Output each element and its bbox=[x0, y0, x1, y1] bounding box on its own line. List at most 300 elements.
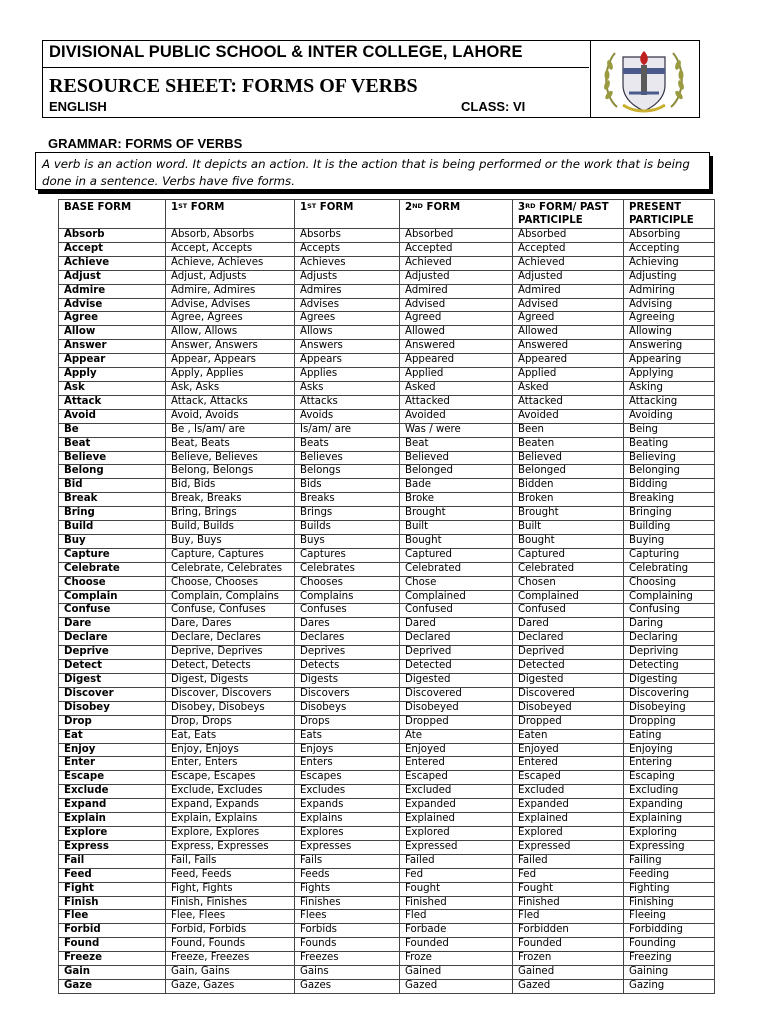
header-base-form: BASE FORM bbox=[59, 200, 166, 229]
first-form-plural-cell: Confuse, Confuses bbox=[166, 604, 295, 618]
second-form-cell: Expanded bbox=[400, 799, 513, 813]
base-form-cell: Enjoy bbox=[59, 743, 166, 757]
second-form-cell: Asked bbox=[400, 381, 513, 395]
table-row bbox=[59, 771, 715, 785]
table-row bbox=[59, 590, 715, 604]
third-form-cell: Bought bbox=[513, 534, 624, 548]
third-form-cell: Bidden bbox=[513, 479, 624, 493]
second-form-cell: Dared bbox=[400, 618, 513, 632]
table-row bbox=[59, 687, 715, 701]
table-row bbox=[59, 284, 715, 298]
second-form-cell: Believed bbox=[400, 451, 513, 465]
second-form-cell: Explored bbox=[400, 826, 513, 840]
third-form-cell: Confused bbox=[513, 604, 624, 618]
base-form-cell: Finish bbox=[59, 896, 166, 910]
second-form-cell: Deprived bbox=[400, 646, 513, 660]
table-row bbox=[59, 521, 715, 535]
present-participle-cell: Complaining bbox=[624, 590, 715, 604]
table-row bbox=[59, 646, 715, 660]
first-form-cell: Answers bbox=[295, 340, 400, 354]
present-participle-cell: Advising bbox=[624, 298, 715, 312]
first-form-plural-cell: Believe, Believes bbox=[166, 451, 295, 465]
second-form-cell: Excluded bbox=[400, 785, 513, 799]
base-form-cell: Adjust bbox=[59, 270, 166, 284]
third-form-cell: Declared bbox=[513, 632, 624, 646]
first-form-plural-cell: Explain, Explains bbox=[166, 813, 295, 827]
header-first-form-b: 1ST FORM bbox=[295, 200, 400, 229]
first-form-plural-cell: Dare, Dares bbox=[166, 618, 295, 632]
table-row bbox=[59, 479, 715, 493]
present-participle-cell: Escaping bbox=[624, 771, 715, 785]
table-row bbox=[59, 437, 715, 451]
present-participle-cell: Accepting bbox=[624, 242, 715, 256]
second-form-cell: Agreed bbox=[400, 312, 513, 326]
base-form-cell: Expand bbox=[59, 799, 166, 813]
base-form-cell: Gain bbox=[59, 966, 166, 980]
third-form-cell: Escaped bbox=[513, 771, 624, 785]
first-form-cell: Enjoys bbox=[295, 743, 400, 757]
first-form-plural-cell: Forbid, Forbids bbox=[166, 924, 295, 938]
first-form-cell: Flees bbox=[295, 910, 400, 924]
table-row bbox=[59, 562, 715, 576]
base-form-cell: Agree bbox=[59, 312, 166, 326]
first-form-cell: Agrees bbox=[295, 312, 400, 326]
third-form-cell: Believed bbox=[513, 451, 624, 465]
divider bbox=[43, 67, 589, 68]
present-participle-cell: Expanding bbox=[624, 799, 715, 813]
second-form-cell: Captured bbox=[400, 548, 513, 562]
base-form-cell: Ask bbox=[59, 381, 166, 395]
present-participle-cell: Being bbox=[624, 423, 715, 437]
second-form-cell: Achieved bbox=[400, 256, 513, 270]
first-form-cell: Deprives bbox=[295, 646, 400, 660]
third-form-cell: Absorbed bbox=[513, 229, 624, 243]
first-form-plural-cell: Accept, Accepts bbox=[166, 242, 295, 256]
second-form-cell: Dropped bbox=[400, 715, 513, 729]
present-participle-cell: Discovering bbox=[624, 687, 715, 701]
third-form-cell: Accepted bbox=[513, 242, 624, 256]
first-form-cell: Fights bbox=[295, 882, 400, 896]
third-form-cell: Adjusted bbox=[513, 270, 624, 284]
base-form-cell: Fight bbox=[59, 882, 166, 896]
first-form-plural-cell: Escape, Escapes bbox=[166, 771, 295, 785]
second-form-cell: Disobeyed bbox=[400, 701, 513, 715]
table-row bbox=[59, 701, 715, 715]
first-form-cell: Believes bbox=[295, 451, 400, 465]
first-form-plural-cell: Bid, Bids bbox=[166, 479, 295, 493]
base-form-cell: Digest bbox=[59, 674, 166, 688]
base-form-cell: Express bbox=[59, 840, 166, 854]
present-participle-cell: Exploring bbox=[624, 826, 715, 840]
third-form-cell: Explored bbox=[513, 826, 624, 840]
first-form-cell: Founds bbox=[295, 938, 400, 952]
present-participle-cell: Freezing bbox=[624, 952, 715, 966]
first-form-plural-cell: Break, Breaks bbox=[166, 493, 295, 507]
present-participle-cell: Celebrating bbox=[624, 562, 715, 576]
third-form-cell: Belonged bbox=[513, 465, 624, 479]
first-form-cell: Fails bbox=[295, 854, 400, 868]
school-name: DIVISIONAL PUBLIC SCHOOL & INTER COLLEGE, LAHORE bbox=[49, 43, 523, 61]
table-row bbox=[59, 729, 715, 743]
base-form-cell: Drop bbox=[59, 715, 166, 729]
second-form-cell: Fed bbox=[400, 868, 513, 882]
first-form-cell: Bids bbox=[295, 479, 400, 493]
first-form-cell: Finishes bbox=[295, 896, 400, 910]
first-form-cell: Achieves bbox=[295, 256, 400, 270]
table-row bbox=[59, 465, 715, 479]
first-form-cell: Belongs bbox=[295, 465, 400, 479]
table-row bbox=[59, 368, 715, 382]
present-participle-cell: Achieving bbox=[624, 256, 715, 270]
present-participle-cell: Admiring bbox=[624, 284, 715, 298]
second-form-cell: Celebrated bbox=[400, 562, 513, 576]
second-form-cell: Was / were bbox=[400, 423, 513, 437]
base-form-cell: Deprive bbox=[59, 646, 166, 660]
subject-label: ENGLISH bbox=[49, 99, 107, 114]
second-form-cell: Expressed bbox=[400, 840, 513, 854]
second-form-cell: Entered bbox=[400, 757, 513, 771]
present-participle-cell: Gazing bbox=[624, 979, 715, 993]
school-crest-logo bbox=[593, 43, 695, 115]
table-header-row bbox=[59, 200, 715, 229]
second-form-cell: Brought bbox=[400, 507, 513, 521]
first-form-cell: Eats bbox=[295, 729, 400, 743]
table-row bbox=[59, 938, 715, 952]
second-form-cell: Advised bbox=[400, 298, 513, 312]
header-third-form: 3RD FORM/ PAST PARTICIPLE bbox=[513, 200, 624, 229]
table-row bbox=[59, 826, 715, 840]
first-form-plural-cell: Deprive, Deprives bbox=[166, 646, 295, 660]
first-form-cell: Absorbs bbox=[295, 229, 400, 243]
base-form-cell: Buy bbox=[59, 534, 166, 548]
present-participle-cell: Finishing bbox=[624, 896, 715, 910]
present-participle-cell: Answering bbox=[624, 340, 715, 354]
second-form-cell: Discovered bbox=[400, 687, 513, 701]
second-form-cell: Absorbed bbox=[400, 229, 513, 243]
base-form-cell: Flee bbox=[59, 910, 166, 924]
first-form-plural-cell: Beat, Beats bbox=[166, 437, 295, 451]
first-form-cell: Freezes bbox=[295, 952, 400, 966]
second-form-cell: Attacked bbox=[400, 395, 513, 409]
document-header bbox=[42, 40, 700, 118]
third-form-cell: Dropped bbox=[513, 715, 624, 729]
second-form-cell: Declared bbox=[400, 632, 513, 646]
first-form-cell: Allows bbox=[295, 326, 400, 340]
first-form-cell: Declares bbox=[295, 632, 400, 646]
base-form-cell: Allow bbox=[59, 326, 166, 340]
first-form-plural-cell: Freeze, Freezes bbox=[166, 952, 295, 966]
table-row bbox=[59, 632, 715, 646]
third-form-cell: Founded bbox=[513, 938, 624, 952]
table-row bbox=[59, 493, 715, 507]
class-label: CLASS: VI bbox=[461, 99, 526, 114]
second-form-cell: Forbade bbox=[400, 924, 513, 938]
third-form-cell: Dared bbox=[513, 618, 624, 632]
third-form-cell: Excluded bbox=[513, 785, 624, 799]
table-row bbox=[59, 312, 715, 326]
base-form-cell: Forbid bbox=[59, 924, 166, 938]
header-present-participle: PRESENT PARTICIPLE bbox=[624, 200, 715, 229]
table-row bbox=[59, 660, 715, 674]
base-form-cell: Detect bbox=[59, 660, 166, 674]
present-participle-cell: Enjoying bbox=[624, 743, 715, 757]
first-form-plural-cell: Allow, Allows bbox=[166, 326, 295, 340]
base-form-cell: Eat bbox=[59, 729, 166, 743]
first-form-cell: Explores bbox=[295, 826, 400, 840]
third-form-cell: Been bbox=[513, 423, 624, 437]
table-row bbox=[59, 576, 715, 590]
grammar-title: GRAMMAR: FORMS OF VERBS bbox=[48, 136, 243, 151]
base-form-cell: Discover bbox=[59, 687, 166, 701]
base-form-cell: Absorb bbox=[59, 229, 166, 243]
base-form-cell: Escape bbox=[59, 771, 166, 785]
base-form-cell: Believe bbox=[59, 451, 166, 465]
present-participle-cell: Entering bbox=[624, 757, 715, 771]
present-participle-cell: Confusing bbox=[624, 604, 715, 618]
second-form-cell: Avoided bbox=[400, 409, 513, 423]
present-participle-cell: Disobeying bbox=[624, 701, 715, 715]
third-form-cell: Applied bbox=[513, 368, 624, 382]
base-form-cell: Confuse bbox=[59, 604, 166, 618]
third-form-cell: Celebrated bbox=[513, 562, 624, 576]
base-form-cell: Fail bbox=[59, 854, 166, 868]
present-participle-cell: Avoiding bbox=[624, 409, 715, 423]
present-participle-cell: Breaking bbox=[624, 493, 715, 507]
present-participle-cell: Feeding bbox=[624, 868, 715, 882]
table-row bbox=[59, 395, 715, 409]
second-form-cell: Accepted bbox=[400, 242, 513, 256]
third-form-cell: Allowed bbox=[513, 326, 624, 340]
third-form-cell: Enjoyed bbox=[513, 743, 624, 757]
first-form-plural-cell: Build, Builds bbox=[166, 521, 295, 535]
table-row bbox=[59, 507, 715, 521]
second-form-cell: Adjusted bbox=[400, 270, 513, 284]
first-form-plural-cell: Detect, Detects bbox=[166, 660, 295, 674]
table-row bbox=[59, 604, 715, 618]
table-row bbox=[59, 854, 715, 868]
table-row bbox=[59, 757, 715, 771]
base-form-cell: Celebrate bbox=[59, 562, 166, 576]
table-row bbox=[59, 715, 715, 729]
base-form-cell: Declare bbox=[59, 632, 166, 646]
base-form-cell: Disobey bbox=[59, 701, 166, 715]
base-form-cell: Admire bbox=[59, 284, 166, 298]
third-form-cell: Deprived bbox=[513, 646, 624, 660]
table-row bbox=[59, 868, 715, 882]
first-form-cell: Digests bbox=[295, 674, 400, 688]
third-form-cell: Failed bbox=[513, 854, 624, 868]
third-form-cell: Digested bbox=[513, 674, 624, 688]
first-form-plural-cell: Fail, Fails bbox=[166, 854, 295, 868]
table-row bbox=[59, 924, 715, 938]
second-form-cell: Digested bbox=[400, 674, 513, 688]
first-form-plural-cell: Ask, Asks bbox=[166, 381, 295, 395]
first-form-cell: Gains bbox=[295, 966, 400, 980]
present-participle-cell: Forbidding bbox=[624, 924, 715, 938]
second-form-cell: Appeared bbox=[400, 354, 513, 368]
second-form-cell: Bought bbox=[400, 534, 513, 548]
present-participle-cell: Beating bbox=[624, 437, 715, 451]
first-form-cell: Asks bbox=[295, 381, 400, 395]
first-form-cell: Avoids bbox=[295, 409, 400, 423]
base-form-cell: Capture bbox=[59, 548, 166, 562]
third-form-cell: Eaten bbox=[513, 729, 624, 743]
first-form-plural-cell: Exclude, Excludes bbox=[166, 785, 295, 799]
first-form-cell: Appears bbox=[295, 354, 400, 368]
base-form-cell: Attack bbox=[59, 395, 166, 409]
second-form-cell: Belonged bbox=[400, 465, 513, 479]
first-form-cell: Beats bbox=[295, 437, 400, 451]
present-participle-cell: Belonging bbox=[624, 465, 715, 479]
first-form-cell: Expresses bbox=[295, 840, 400, 854]
table-row bbox=[59, 354, 715, 368]
third-form-cell: Explained bbox=[513, 813, 624, 827]
second-form-cell: Ate bbox=[400, 729, 513, 743]
present-participle-cell: Daring bbox=[624, 618, 715, 632]
third-form-cell: Agreed bbox=[513, 312, 624, 326]
second-form-cell: Complained bbox=[400, 590, 513, 604]
first-form-plural-cell: Explore, Explores bbox=[166, 826, 295, 840]
first-form-cell: Detects bbox=[295, 660, 400, 674]
base-form-cell: Appear bbox=[59, 354, 166, 368]
table-row bbox=[59, 270, 715, 284]
first-form-plural-cell: Apply, Applies bbox=[166, 368, 295, 382]
third-form-cell: Admired bbox=[513, 284, 624, 298]
base-form-cell: Feed bbox=[59, 868, 166, 882]
header-first-form-a: 1ST FORM bbox=[166, 200, 295, 229]
base-form-cell: Gaze bbox=[59, 979, 166, 993]
third-form-cell: Complained bbox=[513, 590, 624, 604]
first-form-plural-cell: Belong, Belongs bbox=[166, 465, 295, 479]
header-second-form: 2ND FORM bbox=[400, 200, 513, 229]
first-form-plural-cell: Adjust, Adjusts bbox=[166, 270, 295, 284]
present-participle-cell: Declaring bbox=[624, 632, 715, 646]
base-form-cell: Avoid bbox=[59, 409, 166, 423]
third-form-cell: Entered bbox=[513, 757, 624, 771]
table-row bbox=[59, 674, 715, 688]
table-row bbox=[59, 785, 715, 799]
base-form-cell: Bring bbox=[59, 507, 166, 521]
third-form-cell: Chosen bbox=[513, 576, 624, 590]
first-form-cell: Adjusts bbox=[295, 270, 400, 284]
first-form-cell: Feeds bbox=[295, 868, 400, 882]
table-row bbox=[59, 381, 715, 395]
first-form-plural-cell: Be , Is/am/ are bbox=[166, 423, 295, 437]
first-form-plural-cell: Feed, Feeds bbox=[166, 868, 295, 882]
table-row bbox=[59, 882, 715, 896]
table-row bbox=[59, 409, 715, 423]
present-participle-cell: Capturing bbox=[624, 548, 715, 562]
first-form-plural-cell: Declare, Declares bbox=[166, 632, 295, 646]
first-form-cell: Explains bbox=[295, 813, 400, 827]
present-participle-cell: Fleeing bbox=[624, 910, 715, 924]
first-form-plural-cell: Gain, Gains bbox=[166, 966, 295, 980]
base-form-cell: Dare bbox=[59, 618, 166, 632]
base-form-cell: Accept bbox=[59, 242, 166, 256]
third-form-cell: Beaten bbox=[513, 437, 624, 451]
first-form-cell: Enters bbox=[295, 757, 400, 771]
first-form-plural-cell: Complain, Complains bbox=[166, 590, 295, 604]
third-form-cell: Asked bbox=[513, 381, 624, 395]
base-form-cell: Be bbox=[59, 423, 166, 437]
table-row bbox=[59, 952, 715, 966]
third-form-cell: Fought bbox=[513, 882, 624, 896]
third-form-cell: Attacked bbox=[513, 395, 624, 409]
first-form-plural-cell: Gaze, Gazes bbox=[166, 979, 295, 993]
first-form-cell: Attacks bbox=[295, 395, 400, 409]
first-form-cell: Breaks bbox=[295, 493, 400, 507]
second-form-cell: Fought bbox=[400, 882, 513, 896]
second-form-cell: Detected bbox=[400, 660, 513, 674]
second-form-cell: Beat bbox=[400, 437, 513, 451]
present-participle-cell: Allowing bbox=[624, 326, 715, 340]
first-form-plural-cell: Admire, Admires bbox=[166, 284, 295, 298]
first-form-plural-cell: Flee, Flees bbox=[166, 910, 295, 924]
third-form-cell: Gained bbox=[513, 966, 624, 980]
table-row bbox=[59, 548, 715, 562]
base-form-cell: Bid bbox=[59, 479, 166, 493]
first-form-plural-cell: Found, Founds bbox=[166, 938, 295, 952]
present-participle-cell: Detecting bbox=[624, 660, 715, 674]
present-participle-cell: Fighting bbox=[624, 882, 715, 896]
first-form-plural-cell: Choose, Chooses bbox=[166, 576, 295, 590]
first-form-plural-cell: Appear, Appears bbox=[166, 354, 295, 368]
table-row bbox=[59, 966, 715, 980]
first-form-plural-cell: Celebrate, Celebrates bbox=[166, 562, 295, 576]
first-form-plural-cell: Digest, Digests bbox=[166, 674, 295, 688]
present-participle-cell: Attacking bbox=[624, 395, 715, 409]
first-form-cell: Buys bbox=[295, 534, 400, 548]
second-form-cell: Chose bbox=[400, 576, 513, 590]
present-participle-cell: Bidding bbox=[624, 479, 715, 493]
second-form-cell: Froze bbox=[400, 952, 513, 966]
first-form-cell: Captures bbox=[295, 548, 400, 562]
sheet-title: RESOURCE SHEET: FORMS OF VERBS bbox=[49, 75, 418, 97]
second-form-cell: Applied bbox=[400, 368, 513, 382]
second-form-cell: Finished bbox=[400, 896, 513, 910]
first-form-cell: Escapes bbox=[295, 771, 400, 785]
third-form-cell: Finished bbox=[513, 896, 624, 910]
table-row bbox=[59, 799, 715, 813]
second-form-cell: Escaped bbox=[400, 771, 513, 785]
present-participle-cell: Building bbox=[624, 521, 715, 535]
base-form-cell: Choose bbox=[59, 576, 166, 590]
third-form-cell: Detected bbox=[513, 660, 624, 674]
first-form-cell: Applies bbox=[295, 368, 400, 382]
second-form-cell: Confused bbox=[400, 604, 513, 618]
base-form-cell: Exclude bbox=[59, 785, 166, 799]
third-form-cell: Expressed bbox=[513, 840, 624, 854]
present-participle-cell: Failing bbox=[624, 854, 715, 868]
first-form-plural-cell: Avoid, Avoids bbox=[166, 409, 295, 423]
present-participle-cell: Asking bbox=[624, 381, 715, 395]
table-row bbox=[59, 534, 715, 548]
first-form-plural-cell: Eat, Eats bbox=[166, 729, 295, 743]
third-form-cell: Advised bbox=[513, 298, 624, 312]
present-participle-cell: Bringing bbox=[624, 507, 715, 521]
table-row bbox=[59, 618, 715, 632]
first-form-cell: Accepts bbox=[295, 242, 400, 256]
third-form-cell: Fed bbox=[513, 868, 624, 882]
third-form-cell: Discovered bbox=[513, 687, 624, 701]
table-row bbox=[59, 840, 715, 854]
base-form-cell: Freeze bbox=[59, 952, 166, 966]
base-form-cell: Beat bbox=[59, 437, 166, 451]
second-form-cell: Failed bbox=[400, 854, 513, 868]
second-form-cell: Admired bbox=[400, 284, 513, 298]
present-participle-cell: Digesting bbox=[624, 674, 715, 688]
base-form-cell: Build bbox=[59, 521, 166, 535]
